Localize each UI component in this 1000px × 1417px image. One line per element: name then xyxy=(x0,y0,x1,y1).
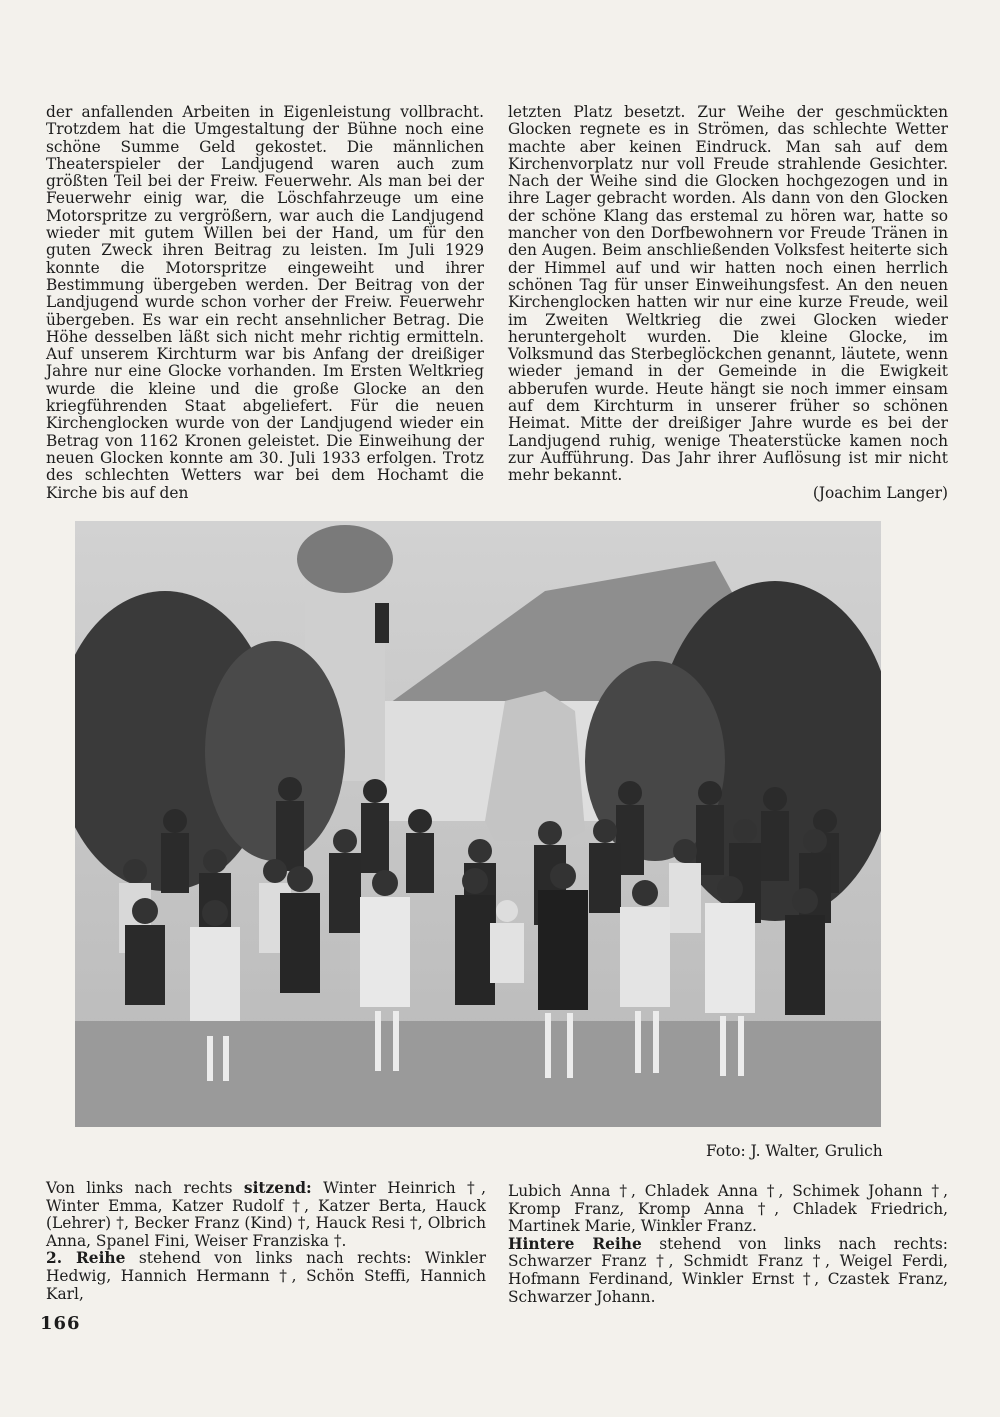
caption-back-row xyxy=(508,1236,948,1306)
caption-sitting-names: Winter Heinrich †, Winter Emma, Katzer Rudolf †, Katzer Berta, Hauck (Lehrer) †, Becker Franz (Kind) †, Hauck Resi †, Olbrich Anna, Spanel Fini, Weiser Franziska †. xyxy=(46,1179,486,1250)
article-text-left: der anfallenden Arbeiten in Eigenleistung vollbracht. Trotzdem hat die Umgestaltung der Bühne noch eine schöne Summe Geld gekostet. Die männlichen Theaterspieler der Landjugend waren auch zum größten Teil bei der Freiw. Feuerwehr. Als man bei der Feuerwehr einig war, die Löschfahrzeuge um eine Motorspritze zu vergrößern, war auch die Landjugend wieder mit gutem Willen bei der Hand, um für den guten Zweck ihren Beitrag zu leisten. Im Juli 1929 konnte die Motorspritze eingeweiht und ihrer Bestimmung übergeben werden. Der Beitrag von der Landjugend wurde schon vorher der Freiw. Feuerwehr übergeben. Es war ein recht ansehnlicher Betrag. Die Höhe desselben läßt sich nicht mehr richtig ermitteln. Auf unserem Kirchturm war bis Anfang der dreißiger Jahre nur eine Glocke vorhanden. Im Ersten Weltkrieg wurde die kleine und die große Glocke an den kriegführenden Staat abgeliefert. Für die neuen Kirchenglocken wurde von der Landjugend wieder ein Betrag von 1162 Kronen geleistet. Die Einweihung der neuen Glocken konnte am 30. Juli 1933 erfolgen. Trotz des schlechten Wetters war bei dem Hochamt die Kirche bis auf den xyxy=(46,103,484,502)
article-text-right: letzten Platz besetzt. Zur Weihe der geschmückten Glocken regnete es in Strömen, das schlechte Wetter machte aber keinen Eindruck. Man sah auf dem Kirchenvorplatz nur voll Freude strahlende Gesichter. Nach der Weihe sind die Glocken hochgezogen und in ihre Lager gebracht worden. Als dann von den Glocken der schöne Klang das erstemal zu hören war, hatte so mancher von den Dorfbewohnern vor Freude Tränen in den Augen. Beim anschließenden Volksfest heiterte sich der Himmel auf und wir hatten noch einen herrlich schönen Tag für unser Einweihungsfest. An den neuen Kirchenglocken hatten wir nur eine kurze Freude, weil im Zweiten Weltkrieg die zwei Glocken wieder heruntergeholt wurden. Die kleine Glocke, im Volksmund das Sterbeglöckchen genannt, läutete, wenn wieder jemand in der Gemeinde in die Ewigkeit abberufen wurde. Heute hängt sie noch immer einsam auf dem Kirchturm in unserer früher so schönen Heimat. Mitte der dreißiger Jahre wurde es bei der Landjugend ruhig, wenige Theaterstücke kamen noch zur Aufführung. Das Jahr ihrer Auflösung ist mir nicht mehr bekannt. xyxy=(508,103,948,485)
tower-dome xyxy=(297,525,393,593)
caption-row2-names-left: stehend von links nach rechts: Winkler Hedwig, Hannich Hermann †, Schön Steffi, Hannich Karl, xyxy=(46,1249,486,1303)
article-left-column xyxy=(46,104,484,502)
caption-row2 xyxy=(46,1250,486,1303)
lawn xyxy=(75,1021,881,1127)
caption-back-names: stehend von links nach rechts: Schwarzer Franz †, Schmidt Franz †, Weigel Ferdi, Hofmann Ferdinand, Winkler Ernst †, Czastek Franz, Schwarzer Johann. xyxy=(508,1234,948,1306)
caption-row2-label: 2. Reihe xyxy=(46,1249,126,1268)
group-photograph xyxy=(75,521,881,1127)
caption-row2-continued: Lubich Anna †, Chladek Anna †, Schimek Johann †, Kromp Franz, Kromp Anna †, Chladek Friedrich, Martinek Marie, Winkler Franz. xyxy=(508,1182,948,1236)
caption-right xyxy=(508,1183,948,1306)
caption-sitting-label: sitzend: xyxy=(243,1179,312,1197)
caption-sitting xyxy=(46,1180,486,1250)
author-signature: (Joachim Langer) xyxy=(812,483,948,502)
page-number: 166 xyxy=(40,1313,81,1334)
photo-illustration xyxy=(75,521,881,1127)
article-right-column xyxy=(508,104,948,502)
caption-intro: Von links nach rechts xyxy=(46,1179,233,1197)
photo-credit: Foto: J. Walter, Grulich xyxy=(706,1142,883,1160)
caption-back-label: Hintere Reihe xyxy=(508,1234,642,1253)
caption-left xyxy=(46,1180,486,1303)
